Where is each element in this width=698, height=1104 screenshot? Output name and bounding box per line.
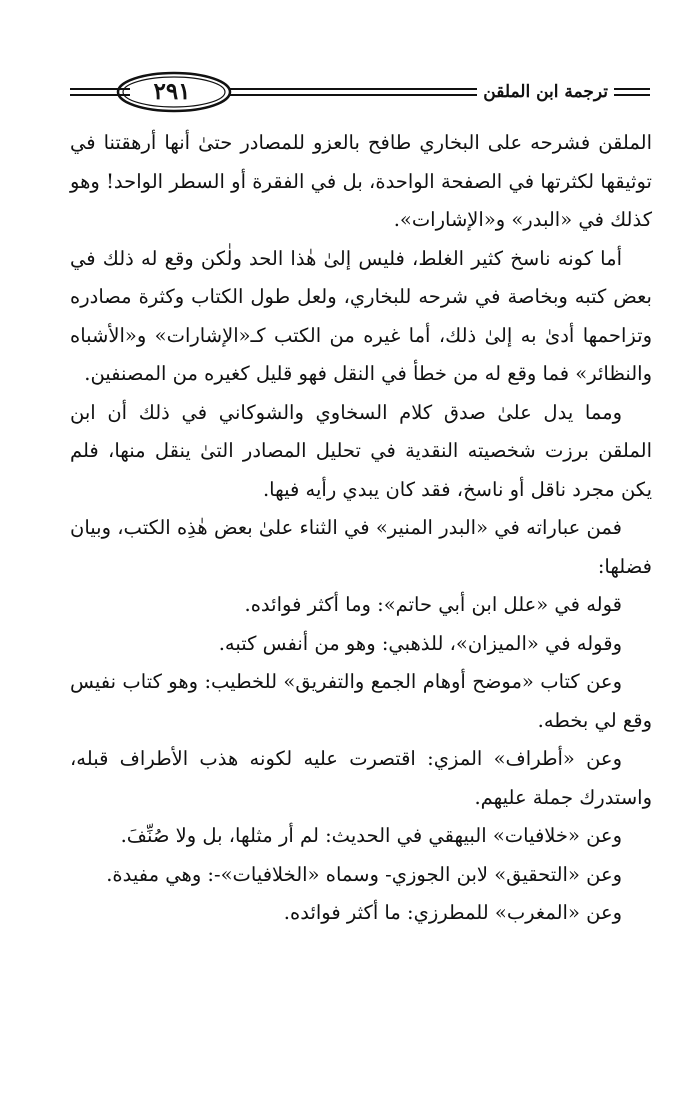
paragraph: الملقن فشرحه على البخاري طافح بالعزو للمصادر حتىٰ أنها أرهقتنا في توثيقها لكثرتها في الصفحة الواحدة، بل في الفقرة أو السطر الواحد! وهو كذلك في «البدر» و«الإشارات». (70, 131, 652, 231)
quote-line: قوله في «علل ابن أبي حاتم»: وما أكثر فوائده. (244, 593, 622, 616)
running-title: ترجمة ابن الملقن (477, 79, 614, 105)
quote-line: وعن «المغرب» للمطرزي: ما أكثر فوائده. (283, 901, 622, 924)
page-number: ٢٩١ (153, 78, 191, 105)
paragraph: ومما يدل علىٰ صدق كلام السخاوي والشوكاني في ذلك أن ابن الملقن برزت شخصيته النقدية في تحليل المصادر التىٰ ينقل منها، فلم يكن مجرد ناقل أو ناسخ، فقد كان يبدي رأيه فيها. (70, 400, 652, 501)
quote-line: وعن كتاب «موضح أوهام الجمع والتفريق» للخطيب: وهو كتاب نفيس وقع لي بخطه. (70, 670, 652, 732)
page-body (70, 124, 652, 933)
paragraph: أما كونه ناسخ كثير الغلط، فليس إلىٰ هٰذا الحد ولٰكن وقع له ذلك في بعض كتبه وبخاصة في شرحه للبخاري، ولعل طول الكتاب وكثرة مصادره وتزاحمها أدىٰ به إلىٰ ذلك، أما غيره من الكتب كـ«الإشارات» و«الأشباه والنظائر» فما وقع له من خطأ في النقل فهو قليل كغيره من المصنفين. (70, 246, 652, 385)
quote-line: وقوله في «الميزان»، للذهبي: وهو من أنفس كتبه. (218, 631, 622, 655)
page-header (70, 68, 650, 116)
quote-line: وعن «خلافيات» البيهقي في الحديث: لم أر مثلها، بل ولا صُنِّفَ. (120, 824, 622, 847)
paragraph: فمن عباراته في «البدر المنير» في الثناء علىٰ بعض هٰذِه الكتب، وبيان فضلها: (70, 516, 652, 578)
quote-line: وعن «أطراف» المزي: اقتصرت عليه لكونه هذب الأطراف قبله، واستدرك جملة عليهم. (70, 747, 652, 809)
quote-line: وعن «التحقيق» لابن الجوزي- وسماه «الخلافيات»-: وهي مفيدة. (106, 862, 622, 886)
